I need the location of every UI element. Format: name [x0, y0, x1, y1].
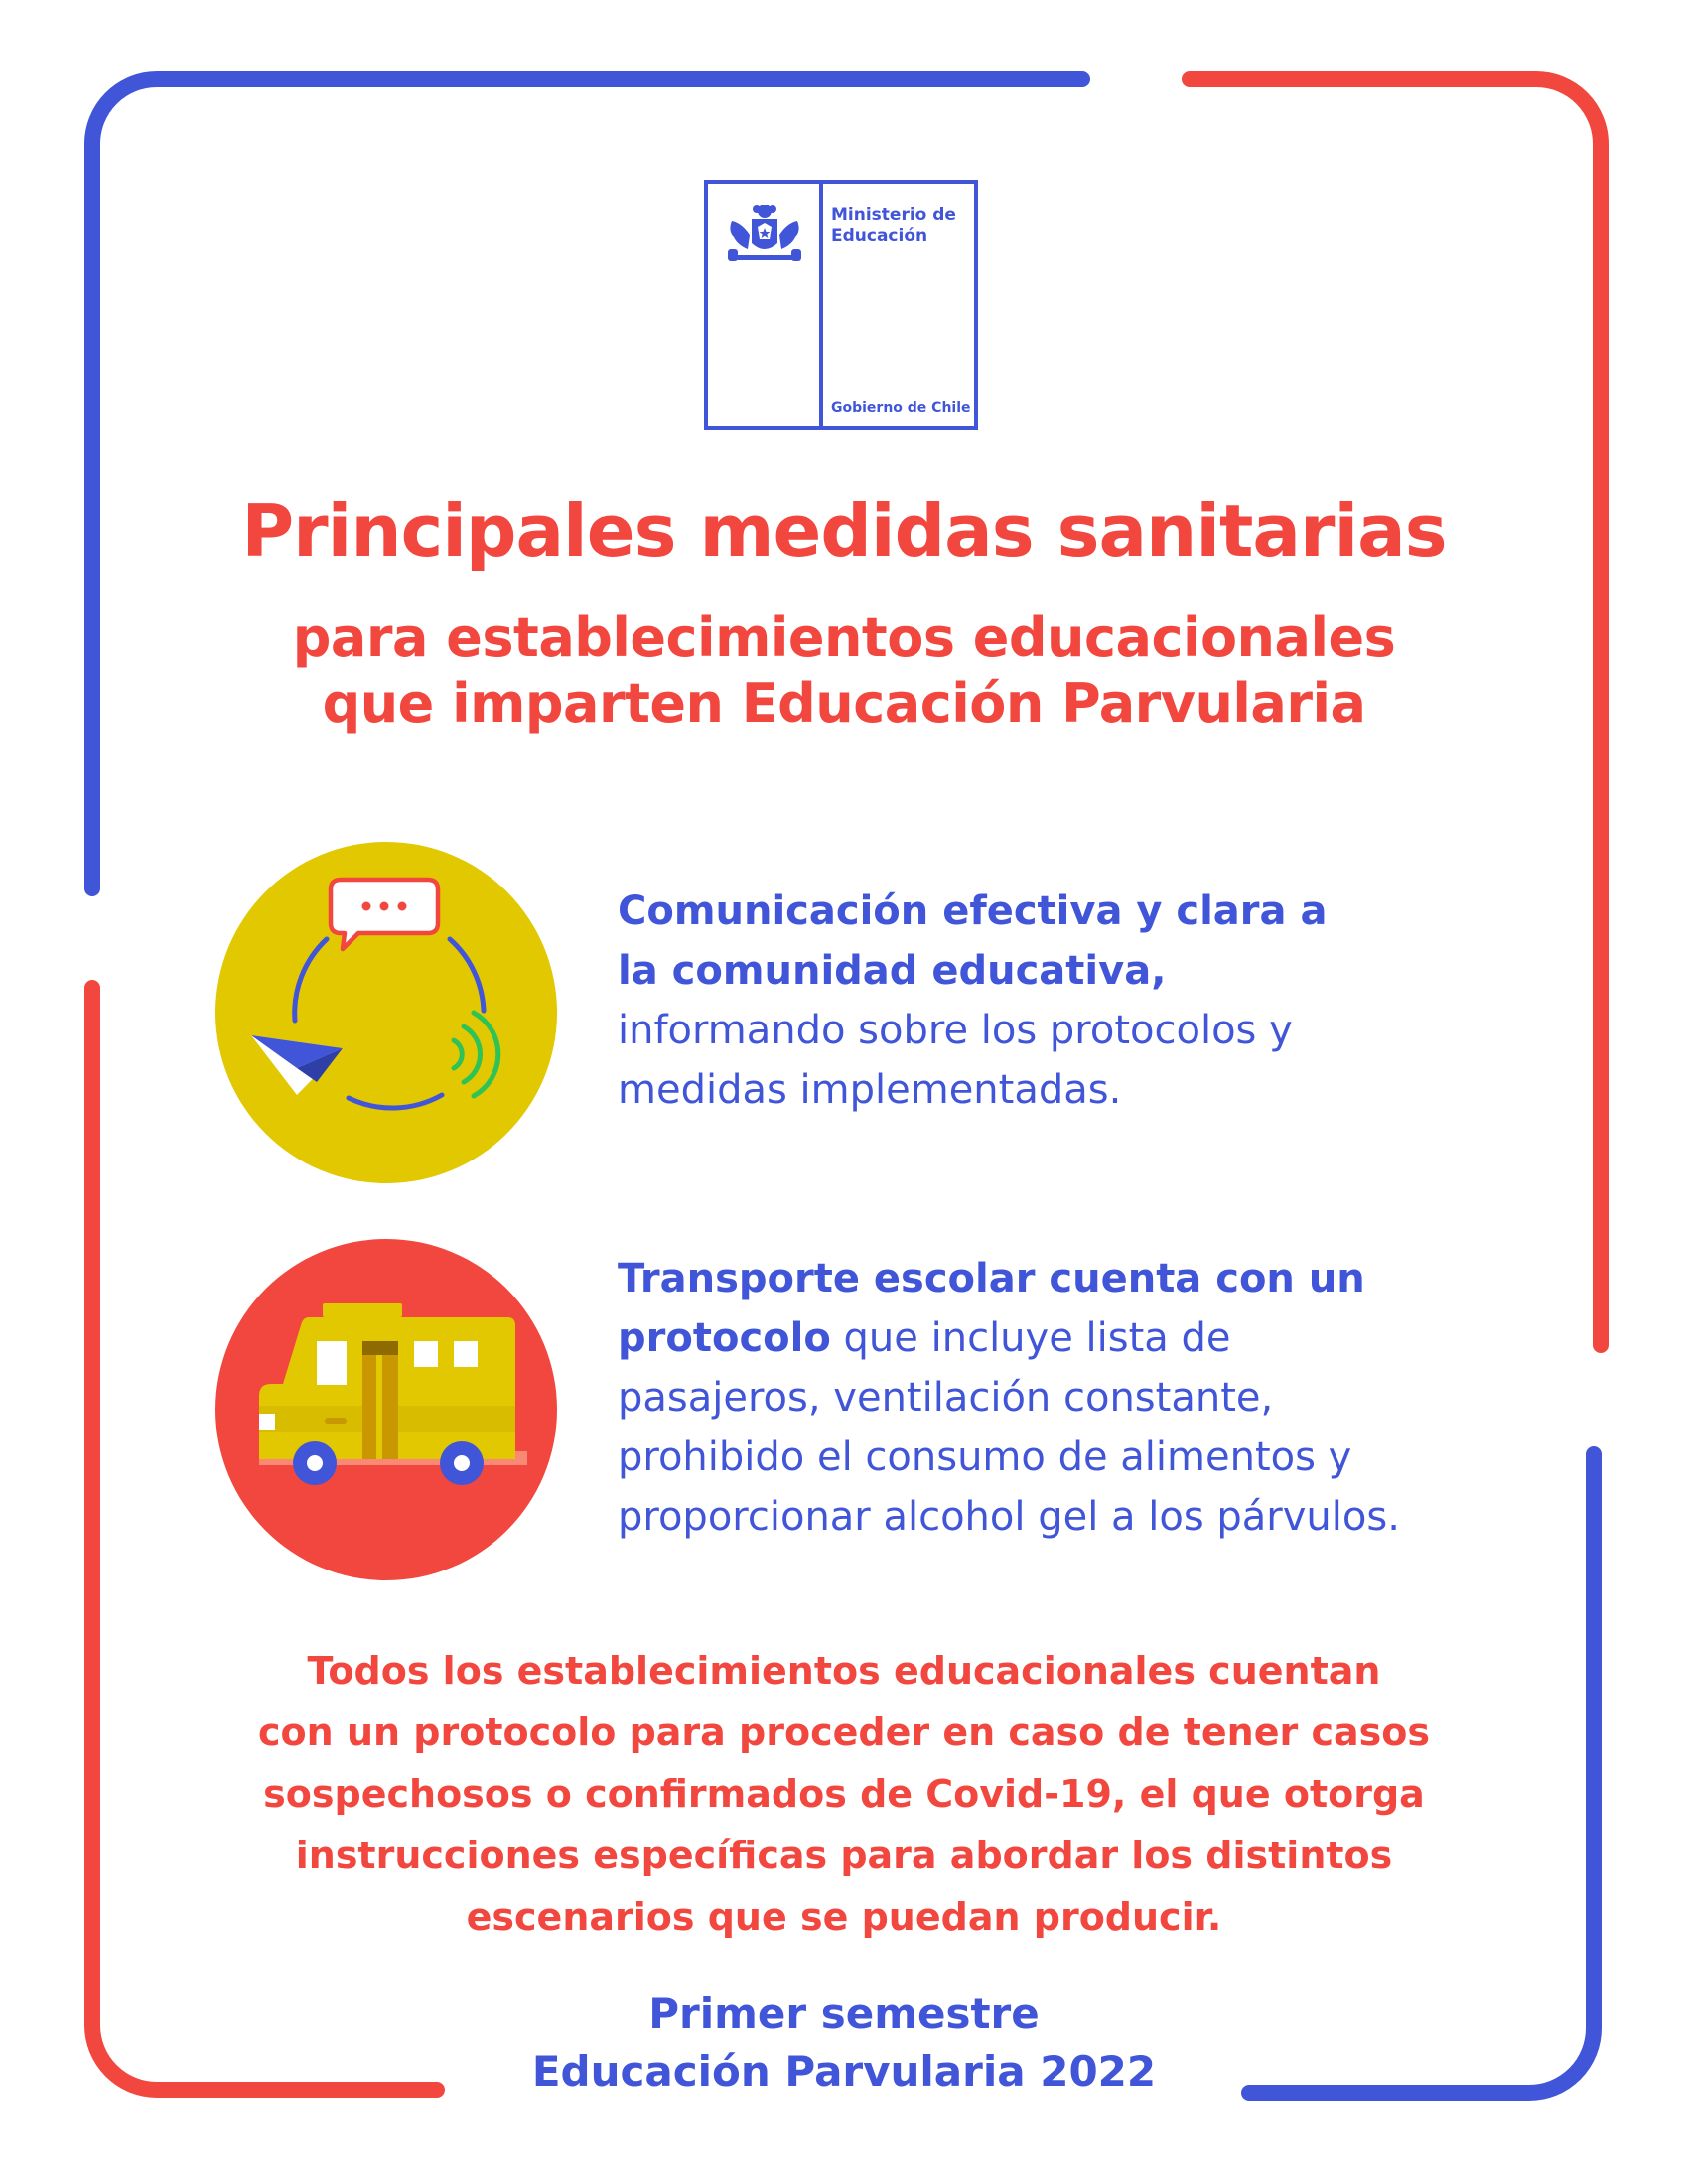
- item1-bold-line-1: Comunicación efectiva y clara a: [618, 888, 1328, 934]
- coat-of-arms-icon: [722, 202, 807, 267]
- notice-line-3: sospechosos o confirmados de Covid-19, el que otorga: [263, 1772, 1425, 1816]
- page-title: Principales medidas sanitarias: [241, 489, 1447, 573]
- footer: [298, 1985, 1390, 2101]
- ministry-line-1: Ministerio de: [831, 205, 956, 225]
- notice-line-2: con un protocolo para proceder en caso de tener casos: [258, 1710, 1430, 1754]
- subtitle-line-2: que imparten Educación Parvularia: [322, 672, 1366, 735]
- page-subtitle: [99, 606, 1589, 737]
- ministry-logo: [704, 180, 978, 430]
- notice-line-4: instrucciones específicas para abordar los distintos: [295, 1834, 1393, 1877]
- logo-crest-panel: [708, 184, 823, 426]
- notice-line-1: Todos los establecimientos educacionales cuentan: [307, 1649, 1381, 1693]
- item-transport: [618, 1249, 1511, 1547]
- item2-line-2: [618, 1308, 1511, 1368]
- footer-line-2: Educación Parvularia 2022: [531, 2047, 1157, 2096]
- item1-line-4: medidas implementadas.: [618, 1067, 1122, 1113]
- item1-line-3: informando sobre los protocolos y: [618, 1008, 1293, 1053]
- item2-bold-line-2: protocolo: [618, 1315, 831, 1361]
- protocol-notice: [119, 1640, 1569, 1948]
- ministry-line-2: Educación: [831, 226, 928, 246]
- footer-line-1: Primer semestre: [648, 1989, 1040, 2038]
- item2-line-5: proporcionar alcohol gel a los párvulos.: [618, 1494, 1400, 1540]
- school-bus-icon: [215, 1239, 557, 1580]
- item2-line-4: prohibido el consumo de alimentos y: [618, 1434, 1352, 1480]
- communication-icon: [215, 842, 557, 1183]
- notice-line-5: escenarios que se puedan producir.: [466, 1895, 1222, 1939]
- item2-line-3: pasajeros, ventilación constante,: [618, 1375, 1274, 1421]
- ministry-name: [831, 205, 976, 247]
- subtitle-line-1: para establecimientos educacionales: [292, 607, 1396, 669]
- item1-bold-line-2: la comunidad educativa,: [618, 948, 1167, 994]
- item2-line-2-rest: que incluye lista de: [830, 1315, 1231, 1361]
- item-communication: [618, 882, 1511, 1120]
- item2-bold-line-1: Transporte escolar cuenta con un: [618, 1256, 1365, 1301]
- government-label: Gobierno de Chile: [831, 400, 971, 416]
